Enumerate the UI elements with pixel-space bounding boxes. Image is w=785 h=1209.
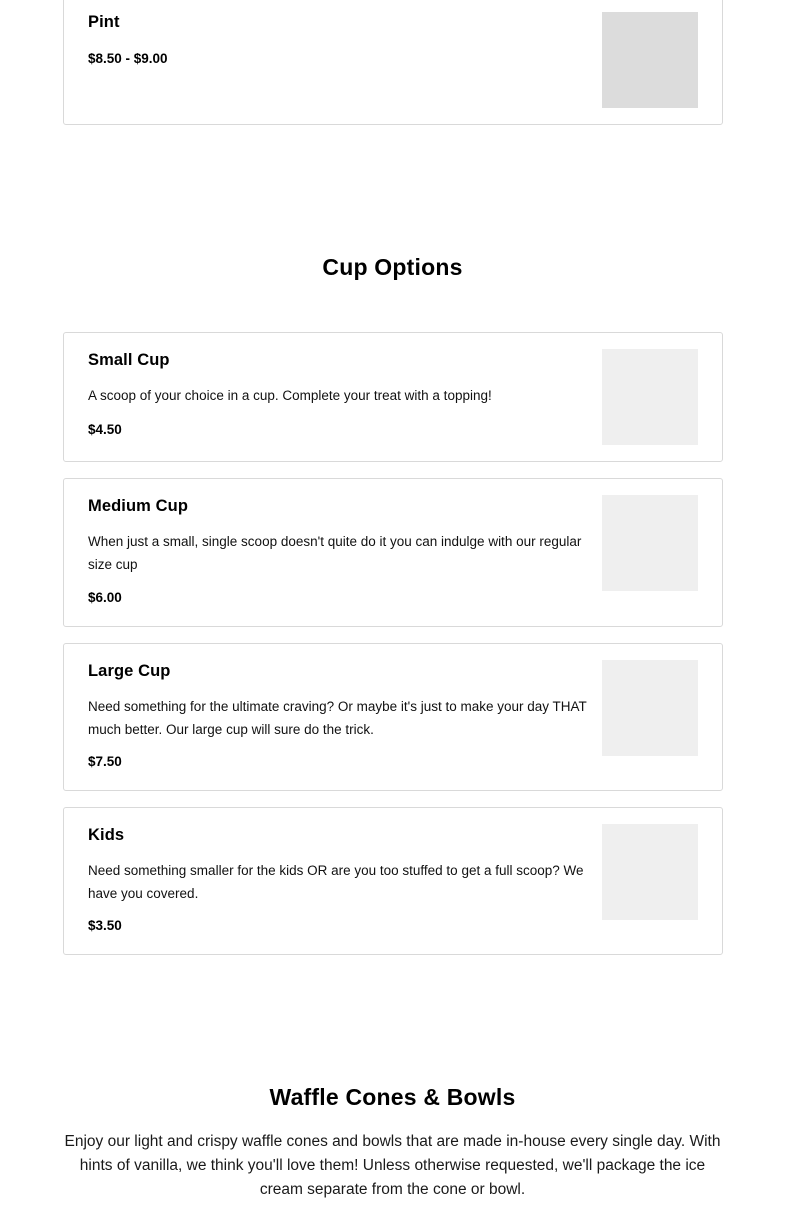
menu-item-card-large-cup[interactable] (63, 643, 723, 791)
menu-item-card-small-cup[interactable] (63, 332, 723, 462)
menu-item-card-kids[interactable] (63, 807, 723, 955)
menu-item-description: Need something for the ultimate craving? Or maybe it's just to make your day THAT much better. Our large cup will sure do the trick. (88, 699, 587, 737)
menu-item-image (602, 495, 698, 591)
menu-item-image (602, 12, 698, 108)
menu-item-description: Need something smaller for the kids OR are you too stuffed to get a full scoop? We have you covered. (88, 863, 584, 901)
menu-item-price: $7.50 (88, 754, 122, 769)
section-title-cup-options: Cup Options (322, 254, 463, 280)
section-description-waffle-cones: Enjoy our light and crispy waffle cones and bowls that are made in-house every single day. With hints of vanilla, we think you'll love them! Unless otherwise requested, we'll package the ice cream separate from the cone or bowl. (64, 1133, 721, 1198)
menu-item-name: Pint (88, 13, 120, 31)
menu-item-name: Large Cup (88, 662, 171, 680)
menu-item-price: $3.50 (88, 918, 122, 933)
menu-item-card-medium-cup[interactable] (63, 478, 723, 627)
menu-item-image (602, 660, 698, 756)
section-title-waffle-cones: Waffle Cones & Bowls (269, 1084, 516, 1110)
menu-item-card-pint[interactable] (63, 0, 723, 125)
menu-item-price: $4.50 (88, 422, 122, 437)
menu-item-image (602, 349, 698, 445)
menu-item-description: When just a small, single scoop doesn't quite do it you can indulge with our regular size cup (88, 534, 582, 572)
menu-item-price: $8.50 - $9.00 (88, 51, 168, 66)
menu-item-image (602, 824, 698, 920)
menu-item-price: $6.00 (88, 590, 122, 605)
menu-item-name: Medium Cup (88, 497, 188, 515)
menu-item-name: Kids (88, 826, 125, 844)
menu-item-description: A scoop of your choice in a cup. Complete your treat with a topping! (88, 388, 492, 403)
menu-item-name: Small Cup (88, 351, 170, 369)
